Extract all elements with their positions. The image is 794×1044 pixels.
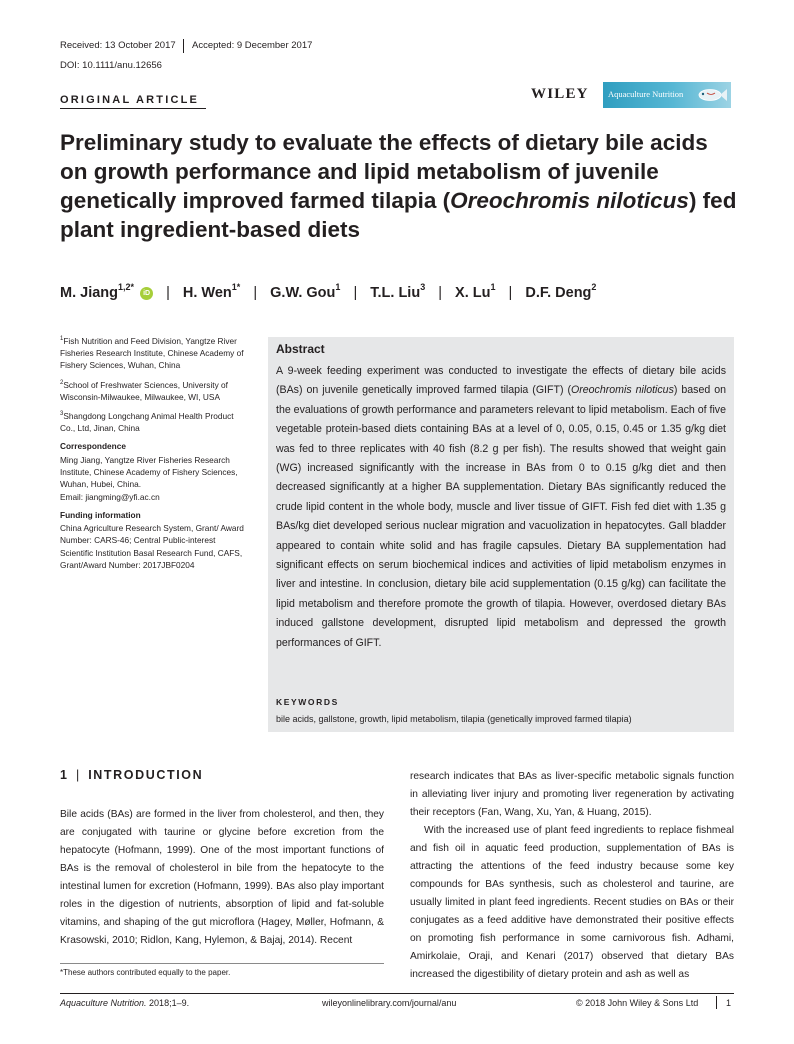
article-title <box>60 128 740 244</box>
footer-separator <box>716 996 717 1009</box>
intro-paragraph: With the increased use of plant feed ingredients to replace fishmeal and fish oil in aquatic feed production, supplementation of BAs is attracting the attentions of the feed industry because some key compounds for BAs synthesis, such as cholesterol and taurine, are usually limited in plant feed ingredients. Recent studies on BAs or their conjugates as a feed additive have demonstrated their positive effects on promoting fish performance in some carnivorous fish. Adhami, Amirkolaie, Oraji, and Kenari (2017) observed that dietary BAs increased the digestibility of dietary protein and ash as well as <box>410 825 734 980</box>
footer-divider <box>60 993 734 994</box>
author-affiliation-mark: 2 <box>591 282 597 292</box>
funding-heading: Funding information <box>60 509 141 520</box>
author-affiliation-mark: 1 <box>335 282 341 292</box>
journal-badge <box>603 82 731 108</box>
article-type-label: ORIGINAL ARTICLE <box>60 94 200 106</box>
article-sidebar <box>60 333 250 576</box>
correspondence-email[interactable]: Email: jiangming@yfi.ac.cn <box>60 491 160 502</box>
page-number: 1 <box>726 998 732 1008</box>
affiliation <box>60 377 250 403</box>
title-species: Oreochromis niloticus <box>450 188 689 213</box>
abstract-text-end: ) based on the evaluations of growth performance and parameters relevant to lipid metabolism. Each of five vegetable protein-based diets containing BAs at a level of 0, 0.05, 0.15, 0.45 or 1.35 g/kg diet was fed to three replicates with 40 fish (8.2 g per fish). The results showed that weight gain (WG) increased significantly with the increase in BAs from 0 to 0.15 g/kg diet and then decreased significantly at a higher BA supplementation. Dietary BAs significantly reduced the crude lipid content in the whole body, muscle and liver tissue of GIFT. Fish fed diet with 1.35 g BAs/kg diet developed serious nuclear migration and vacuolization in hepatocytes. Gall bladder appeared to contain white solid and has fragile capsules. Dietary BA supplementation had significant effects on serum biochemical indices and activities of lipid metabolism enzymes in liver and intestine. In conclusion, dietary bile acid supplementation (0.15 g/kg) can facilitate the lipid metabolism and therefore promote the growth of tilapia. However, overdosed dietary BAs induced gallstone development, disrupted lipid metabolism and depressed the growth performances of GIFT. <box>276 384 726 649</box>
article-type-underline <box>60 108 206 109</box>
received-date: Received: 13 October 2017 <box>60 40 176 51</box>
author-separator: | <box>166 284 170 301</box>
affiliation <box>60 333 250 372</box>
abstract-heading: Abstract <box>276 342 325 356</box>
orcid-icon[interactable]: iD <box>140 287 153 300</box>
accepted-date: Accepted: 9 December 2017 <box>192 40 313 51</box>
affiliation-mark: 2 <box>60 379 64 386</box>
author-name[interactable]: D.F. Deng <box>525 284 592 301</box>
fish-icon <box>693 84 729 106</box>
publisher-logo: WILEY <box>531 86 589 102</box>
affiliation-text: Shangdong Longchang Animal Health Product Co., Ltd, Jinan, China <box>60 410 234 434</box>
intro-paragraph: research indicates that BAs as liver-specific metabolic signals function in alleviating liver injury and promoting liver regeneration by activating their receptors (Fan, Wang, Xu, Yan, & Huang, 2015). <box>410 771 734 818</box>
abstract-text-start: A 9-week feeding experiment was conducted to investigate the effects of dietary bile acids (BAs) on juvenile genetically improved farmed tilapia (GIFT) ( <box>276 365 726 397</box>
intro-column-right <box>410 768 734 984</box>
author-name[interactable]: G.W. Gou <box>270 284 336 301</box>
section-number: 1 <box>60 768 67 782</box>
affiliation-mark: 3 <box>60 411 64 418</box>
keywords-list: bile acids, gallstone, growth, lipid metabolism, tilapia (genetically improved farmed tilapia) <box>276 714 632 724</box>
correspondence-address: Ming Jiang, Yangtze River Fisheries Research Institute, Chinese Academy of Fishery Sciences, Wuhan, Hubei, China. <box>60 454 238 490</box>
author-separator: | <box>353 284 358 301</box>
section-heading-introduction <box>60 768 203 782</box>
footer-journal: Aquaculture Nutrition. <box>60 998 147 1008</box>
author-separator: | <box>508 284 513 301</box>
abstract-text <box>276 362 726 653</box>
funding-text: China Agriculture Research System, Grant/ Award Number: CARS-46; Central Public-interest Scientific Institution Basal Research Fund, CAFS, Grant/Award Number: 2017JBF0204 <box>60 523 244 571</box>
footer-year-pages: 2018;1–9. <box>146 998 190 1008</box>
footer-url[interactable]: wileyonlinelibrary.com/journal/anu <box>322 998 457 1008</box>
author-name[interactable]: M. Jiang <box>60 284 119 301</box>
keywords-heading: KEYWORDS <box>276 697 339 707</box>
author-affiliation-mark: 1* <box>231 282 241 292</box>
affiliation-mark: 1 <box>60 336 64 342</box>
author-name[interactable]: X. Lu <box>455 284 491 301</box>
footer-copyright: © 2018 John Wiley & Sons Ltd <box>576 998 699 1008</box>
title-text: Preliminary study to evaluate the effects of dietary bile acids on growth performance and lipid metabolism of juvenile genetically improved farmed tilapia ( <box>60 130 708 213</box>
author-affiliation-mark: 3 <box>420 282 426 292</box>
section-title: INTRODUCTION <box>88 768 204 782</box>
author-separator: | <box>253 284 258 301</box>
author-list <box>60 283 596 301</box>
doi[interactable]: DOI: 10.1111/anu.12656 <box>60 60 162 71</box>
author-affiliation-mark: 1,2* <box>118 282 135 292</box>
author-name[interactable]: H. Wen <box>182 284 232 301</box>
header-divider <box>183 39 184 53</box>
author-separator: | <box>438 284 443 301</box>
title-text-end: ) fed plant ingredient-based diets <box>60 188 737 242</box>
author-affiliation-mark: 1 <box>490 282 496 292</box>
footer-citation <box>60 998 189 1008</box>
footnote: *These authors contributed equally to the paper. <box>60 968 231 977</box>
footnote-divider <box>60 963 384 964</box>
section-separator: | <box>75 768 80 782</box>
affiliation-text: School of Freshwater Sciences, University of Wisconsin-Milwaukee, Milwaukee, WI, USA <box>60 379 228 402</box>
author-name[interactable]: T.L. Liu <box>370 284 421 301</box>
journal-badge-label: Aquaculture Nutrition <box>608 89 684 99</box>
abstract-species: Oreochromis niloticus <box>570 384 674 397</box>
affiliation <box>60 408 250 434</box>
affiliation-text: Fish Nutrition and Feed Division, Yangtze River Fisheries Research Institute, Chinese Academy of Fishery Sciences, Wuhan, China <box>60 335 244 371</box>
intro-paragraph-left: Bile acids (BAs) are formed in the liver from cholesterol, and then, they are conjugated with taurine or glycine before excretion from the hepatocyte (Hofmann, 1999). One of the most important functions of BAs is the removal of cholesterol in bile from the hepatocyte to the intestinal lumen for excretion (Hofmann, 1999). BAs also play important roles in the digestion of nutrients, absorption of lipid and fat-soluble vitamins, and shaping of the gut microflora (Hagey, Møller, Hofmann, & Krasowski, 2010; Ridlon, Kang, Hylemon, & Bajaj, 2014). Recent <box>60 809 384 946</box>
correspondence-heading: Correspondence <box>60 441 126 452</box>
